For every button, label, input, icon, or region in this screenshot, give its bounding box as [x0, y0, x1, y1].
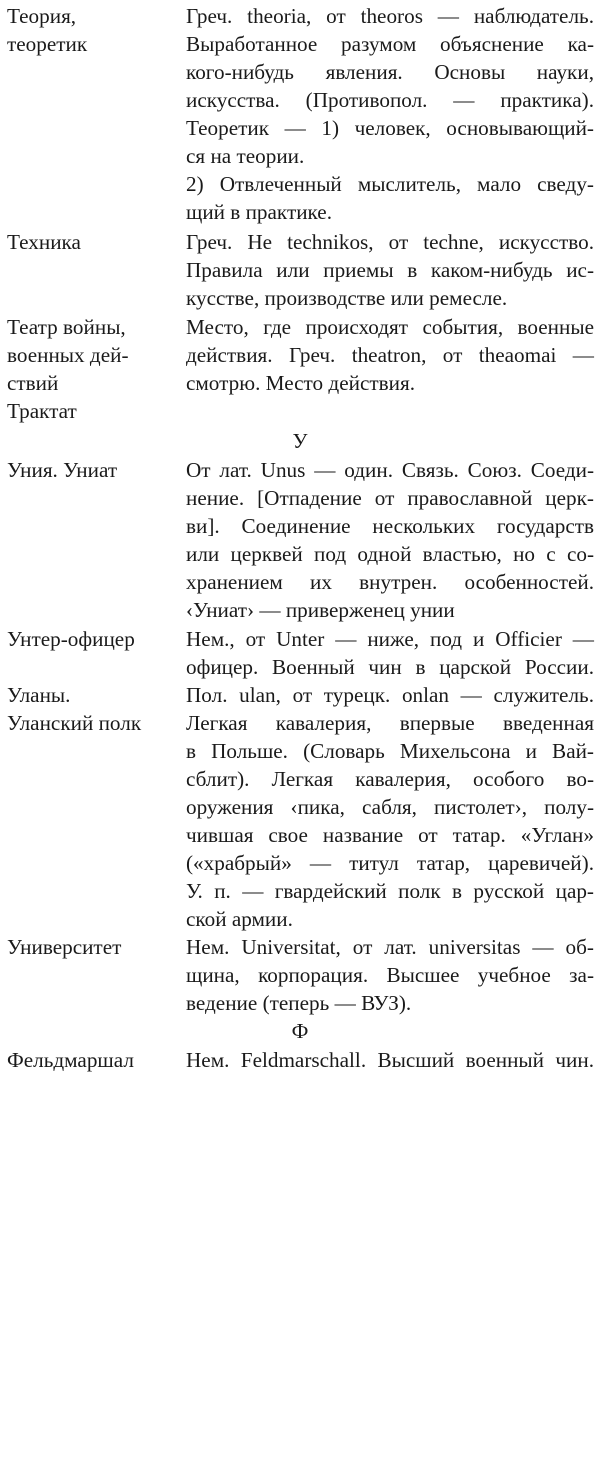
- entry-definition-line: Выработанное разумом объяснение ка-: [186, 32, 594, 56]
- entry-definition-line: Легкая кавалерия, впервые введенная: [186, 711, 594, 735]
- entry-term: военных дей-: [7, 343, 129, 367]
- entry-term: Уланский полк: [7, 711, 142, 735]
- entry-definition-line: щий в практике.: [186, 200, 333, 224]
- entry-definition-line: щина, корпорация. Высшее учебное за-: [186, 963, 594, 987]
- entry-definition-line: или церквей под одной властью, но с со-: [186, 542, 594, 566]
- entry-definition-line: Правила или приемы в каком-нибудь ис-: [186, 258, 594, 282]
- entry-term: Теория,: [7, 4, 77, 28]
- entry-definition-line: ской армии.: [186, 907, 293, 931]
- entry-term: теоретик: [7, 32, 88, 56]
- entry-term: Театр войны,: [7, 315, 126, 339]
- entry-definition-line: чившая свое название от татар. «Углан»: [186, 823, 594, 847]
- entry-definition-line: кого-нибудь явления. Основы науки,: [186, 60, 594, 84]
- entry-definition-line: У. п. — гвардейский полк в русской цар-: [186, 879, 594, 903]
- entry-definition-line: ведение (теперь — ВУЗ).: [186, 991, 412, 1015]
- entry-term: Университет: [7, 935, 122, 959]
- entry-definition-line: Греч. He technikos, от techne, искусство.: [186, 230, 594, 254]
- entry-definition-line: кусстве, производстве или ремесле.: [186, 286, 508, 310]
- entry-term: Уния. Униат: [7, 458, 118, 482]
- entry-definition-line: хранением их внутрен. особенностей.: [186, 570, 594, 594]
- entry-term: Фельдмаршал: [7, 1048, 134, 1072]
- entry-definition-line: сблит). Легкая кавалерия, особого во-: [186, 767, 594, 791]
- entry-term: Техника: [7, 230, 81, 254]
- entry-definition-line: Теоретик — 1) человек, основывающий-: [186, 116, 594, 140]
- entry-definition-line: ‹Униат› — приверженец унии: [186, 598, 455, 622]
- entry-definition-line: нение. [Отпадение от православной церк-: [186, 486, 594, 510]
- section-letter: У: [292, 429, 308, 453]
- entry-definition-line: в Польше. (Словарь Михельсона и Вай-: [186, 739, 594, 763]
- entry-term: Унтер-офицер: [7, 627, 135, 651]
- entry-definition-line: Нем. Feldmarschall. Высший военный чин.: [186, 1048, 594, 1072]
- entry-definition-line: Нем. Universitat, от лат. universitas — об-: [186, 935, 594, 959]
- entry-definition-line: ся на теории.: [186, 144, 305, 168]
- entry-term: ствий: [7, 371, 59, 395]
- entry-term: Трактат: [7, 399, 77, 423]
- entry-definition-line: От лат. Unus — один. Связь. Союз. Соеди-: [186, 458, 594, 482]
- entry-definition-line: Греч. theoria, от theoros — наблюдатель.: [186, 4, 594, 28]
- entry-term: Уланы.: [7, 683, 71, 707]
- entry-definition-line: 2) Отвлеченный мыслитель, мало сведу-: [186, 172, 594, 196]
- entry-definition-line: Нем., от Unter — ниже, под и Officier —: [186, 627, 594, 651]
- entry-definition-line: оружения ‹пика, сабля, пистолет›, полу-: [186, 795, 594, 819]
- entry-definition-line: офицер. Военный чин в царской России.: [186, 655, 594, 679]
- entry-definition-line: искусства. (Противопол. — практика).: [186, 88, 594, 112]
- entry-definition-line: ви]. Соединение нескольких государств: [186, 514, 594, 538]
- entry-definition-line: действия. Греч. theatron, от theaomai —: [186, 343, 594, 367]
- entry-definition-line: смотрю. Место действия.: [186, 371, 415, 395]
- entry-definition-line: («храбрый» — титул татар, царевичей).: [186, 851, 594, 875]
- entry-definition-line: Пол. ulan, от турецк. onlan — служитель.: [186, 683, 594, 707]
- section-letter: Ф: [291, 1019, 309, 1043]
- entry-definition-line: Место, где происходят события, военные: [186, 315, 594, 339]
